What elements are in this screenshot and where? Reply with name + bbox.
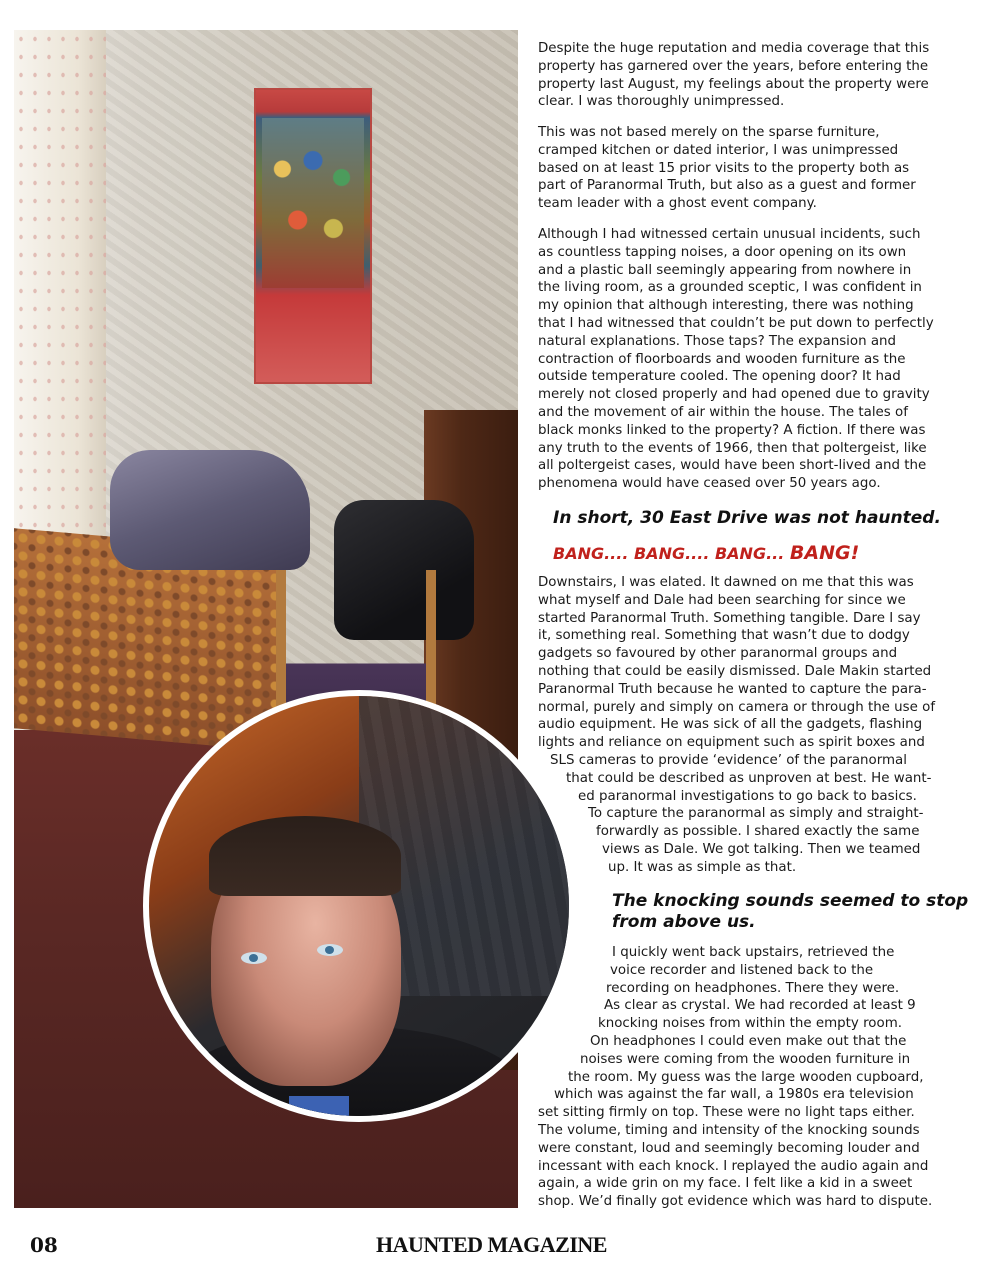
text-line: up. It was as simple as that. <box>608 859 797 875</box>
pull-quote-not-haunted: In short, 30 East Drive was not haunted. <box>553 508 941 528</box>
text-line: and the movement of air within the house. The tales of <box>538 404 908 420</box>
text-line: To capture the paranormal as simply and straight- <box>588 806 924 822</box>
text-line: natural explanations. Those taps? The expansion and <box>538 333 897 349</box>
text-line: part of Paranormal Truth, but also as a guest and former <box>538 178 916 194</box>
rolled-duvet <box>110 450 310 570</box>
text-line: the room. My guess was the large wooden cupboard, <box>568 1069 924 1085</box>
text-line: team leader with a ghost event company. <box>538 196 817 212</box>
text-line: forwardly as possible. I shared exactly the same <box>596 824 920 840</box>
curtain-pattern <box>14 30 106 590</box>
text-line: The knocking sounds seemed to stop <box>612 891 969 911</box>
text-line: As clear as crystal. We had recorded at least 9 <box>604 998 916 1014</box>
magazine-title: HAUNTED MAGAZINE <box>376 1232 607 1257</box>
pull-quote-knocking <box>612 891 968 933</box>
text-line: ed paranormal investigations to go back to basics. <box>578 788 917 804</box>
text-line: that I had witnessed that couldn’t be put down to perfectly <box>538 315 934 331</box>
text-line: normal, purely and simply on camera or through the use of <box>538 699 936 715</box>
text-line: which was against the far wall, a 1980s era television <box>554 1087 914 1103</box>
page-number: 08 <box>30 1233 58 1257</box>
text-line: recording on headphones. There they were. <box>606 980 900 996</box>
text-line: any truth to the events of 1966, then that poltergeist, like <box>538 440 927 456</box>
paragraph-1 <box>538 40 929 111</box>
paragraph-5 <box>538 944 932 1211</box>
bang-heading <box>553 542 859 564</box>
text-line: from above us. <box>612 912 756 932</box>
wall-poster <box>254 88 372 384</box>
poster-artwork <box>262 118 364 288</box>
text-line: contraction of floorboards and wooden furniture as the <box>538 351 906 367</box>
text-line: lights and reliance on equipment such as spirit boxes and <box>538 735 925 751</box>
text-line: audio equipment. He was sick of all the gadgets, flashing <box>538 717 923 733</box>
text-line: incessant with each knock. I replayed the audio again and <box>538 1158 929 1174</box>
text-line: outside temperature cooled. The opening door? It had <box>538 369 901 385</box>
author-selfie-photo <box>143 690 575 1122</box>
text-line: SLS cameras to provide ‘evidence’ of the paranormal <box>550 752 907 768</box>
text-line: based on at least 15 prior visits to the property both as <box>538 160 910 176</box>
text-line: The volume, timing and intensity of the knocking sounds <box>538 1122 920 1138</box>
text-line: property last August, my feelings about the property were <box>538 76 929 92</box>
text-line: Despite the huge reputation and media coverage that this <box>538 41 930 56</box>
text-line: views as Dale. We got talking. Then we teamed <box>602 841 921 857</box>
text-line: my opinion that although interesting, there was nothing <box>538 298 914 314</box>
text-line: merely not closed properly and had opened due to gravity <box>538 387 930 403</box>
text-line: were constant, loud and seemingly becoming louder and <box>538 1140 920 1156</box>
text-line: gadgets so favoured by other paranormal groups and <box>538 646 898 662</box>
text-line: noises were coming from the wooden furniture in <box>580 1051 911 1067</box>
left-eye <box>241 952 267 964</box>
text-line: cramped kitchen or dated interior, I was unimpressed <box>538 142 899 158</box>
text-line: all poltergeist cases, would have been short-lived and the <box>538 458 927 474</box>
text-line: This was not based merely on the sparse furniture, <box>538 125 880 140</box>
text-line: black monks linked to the property? A fiction. If there was <box>538 422 926 438</box>
text-line: Downstairs, I was elated. It dawned on me that this was <box>538 575 914 590</box>
bang-heading-small: BANG.... BANG.... BANG... <box>553 544 785 563</box>
text-line: set sitting firmly on top. These were no light taps either. <box>538 1105 915 1121</box>
text-line: I quickly went back upstairs, retrieved the <box>612 945 895 960</box>
paragraph-3 <box>538 226 934 493</box>
paragraph-2 <box>538 124 916 213</box>
text-line: Paranormal Truth because he wanted to capture the para- <box>538 681 927 697</box>
text-line: nothing that could be easily dismissed. Dale Makin started <box>538 663 932 679</box>
right-eye <box>317 944 343 956</box>
text-line: what myself and Dale had been searching for since we <box>538 592 906 608</box>
text-line: and a plastic ball seemingly appearing from nowhere in <box>538 262 912 278</box>
text-line: it, something real. Something that wasn’t due to dodgy <box>538 628 910 644</box>
paragraph-4 <box>538 574 935 877</box>
text-line: the living room, as a grounded sceptic, I was confident in <box>538 280 922 296</box>
text-line: shop. We’d finally got evidence which was hard to dispute. <box>538 1194 933 1210</box>
text-line: Although I had witnessed certain unusual incidents, such <box>538 227 921 242</box>
text-line: that could be described as unproven at best. He want- <box>566 770 932 786</box>
text-line: again, a wide grin on my face. I felt like a kid in a sweet <box>538 1176 913 1192</box>
hair <box>209 816 401 896</box>
text-line: started Paranormal Truth. Something tangible. Dare I say <box>538 610 921 626</box>
text-line: as countless tapping noises, a door opening on its own <box>538 244 907 260</box>
text-line: On headphones I could even make out that the <box>590 1033 907 1049</box>
text-line: clear. I was thoroughly unimpressed. <box>538 94 785 110</box>
text-line: knocking noises from within the empty room. <box>598 1016 902 1032</box>
text-line: phenomena would have ceased over 50 years ago. <box>538 476 881 492</box>
text-line: property has garnered over the years, before entering the <box>538 58 929 74</box>
bang-heading-big: BANG! <box>789 542 860 564</box>
text-line: voice recorder and listened back to the <box>610 962 874 978</box>
